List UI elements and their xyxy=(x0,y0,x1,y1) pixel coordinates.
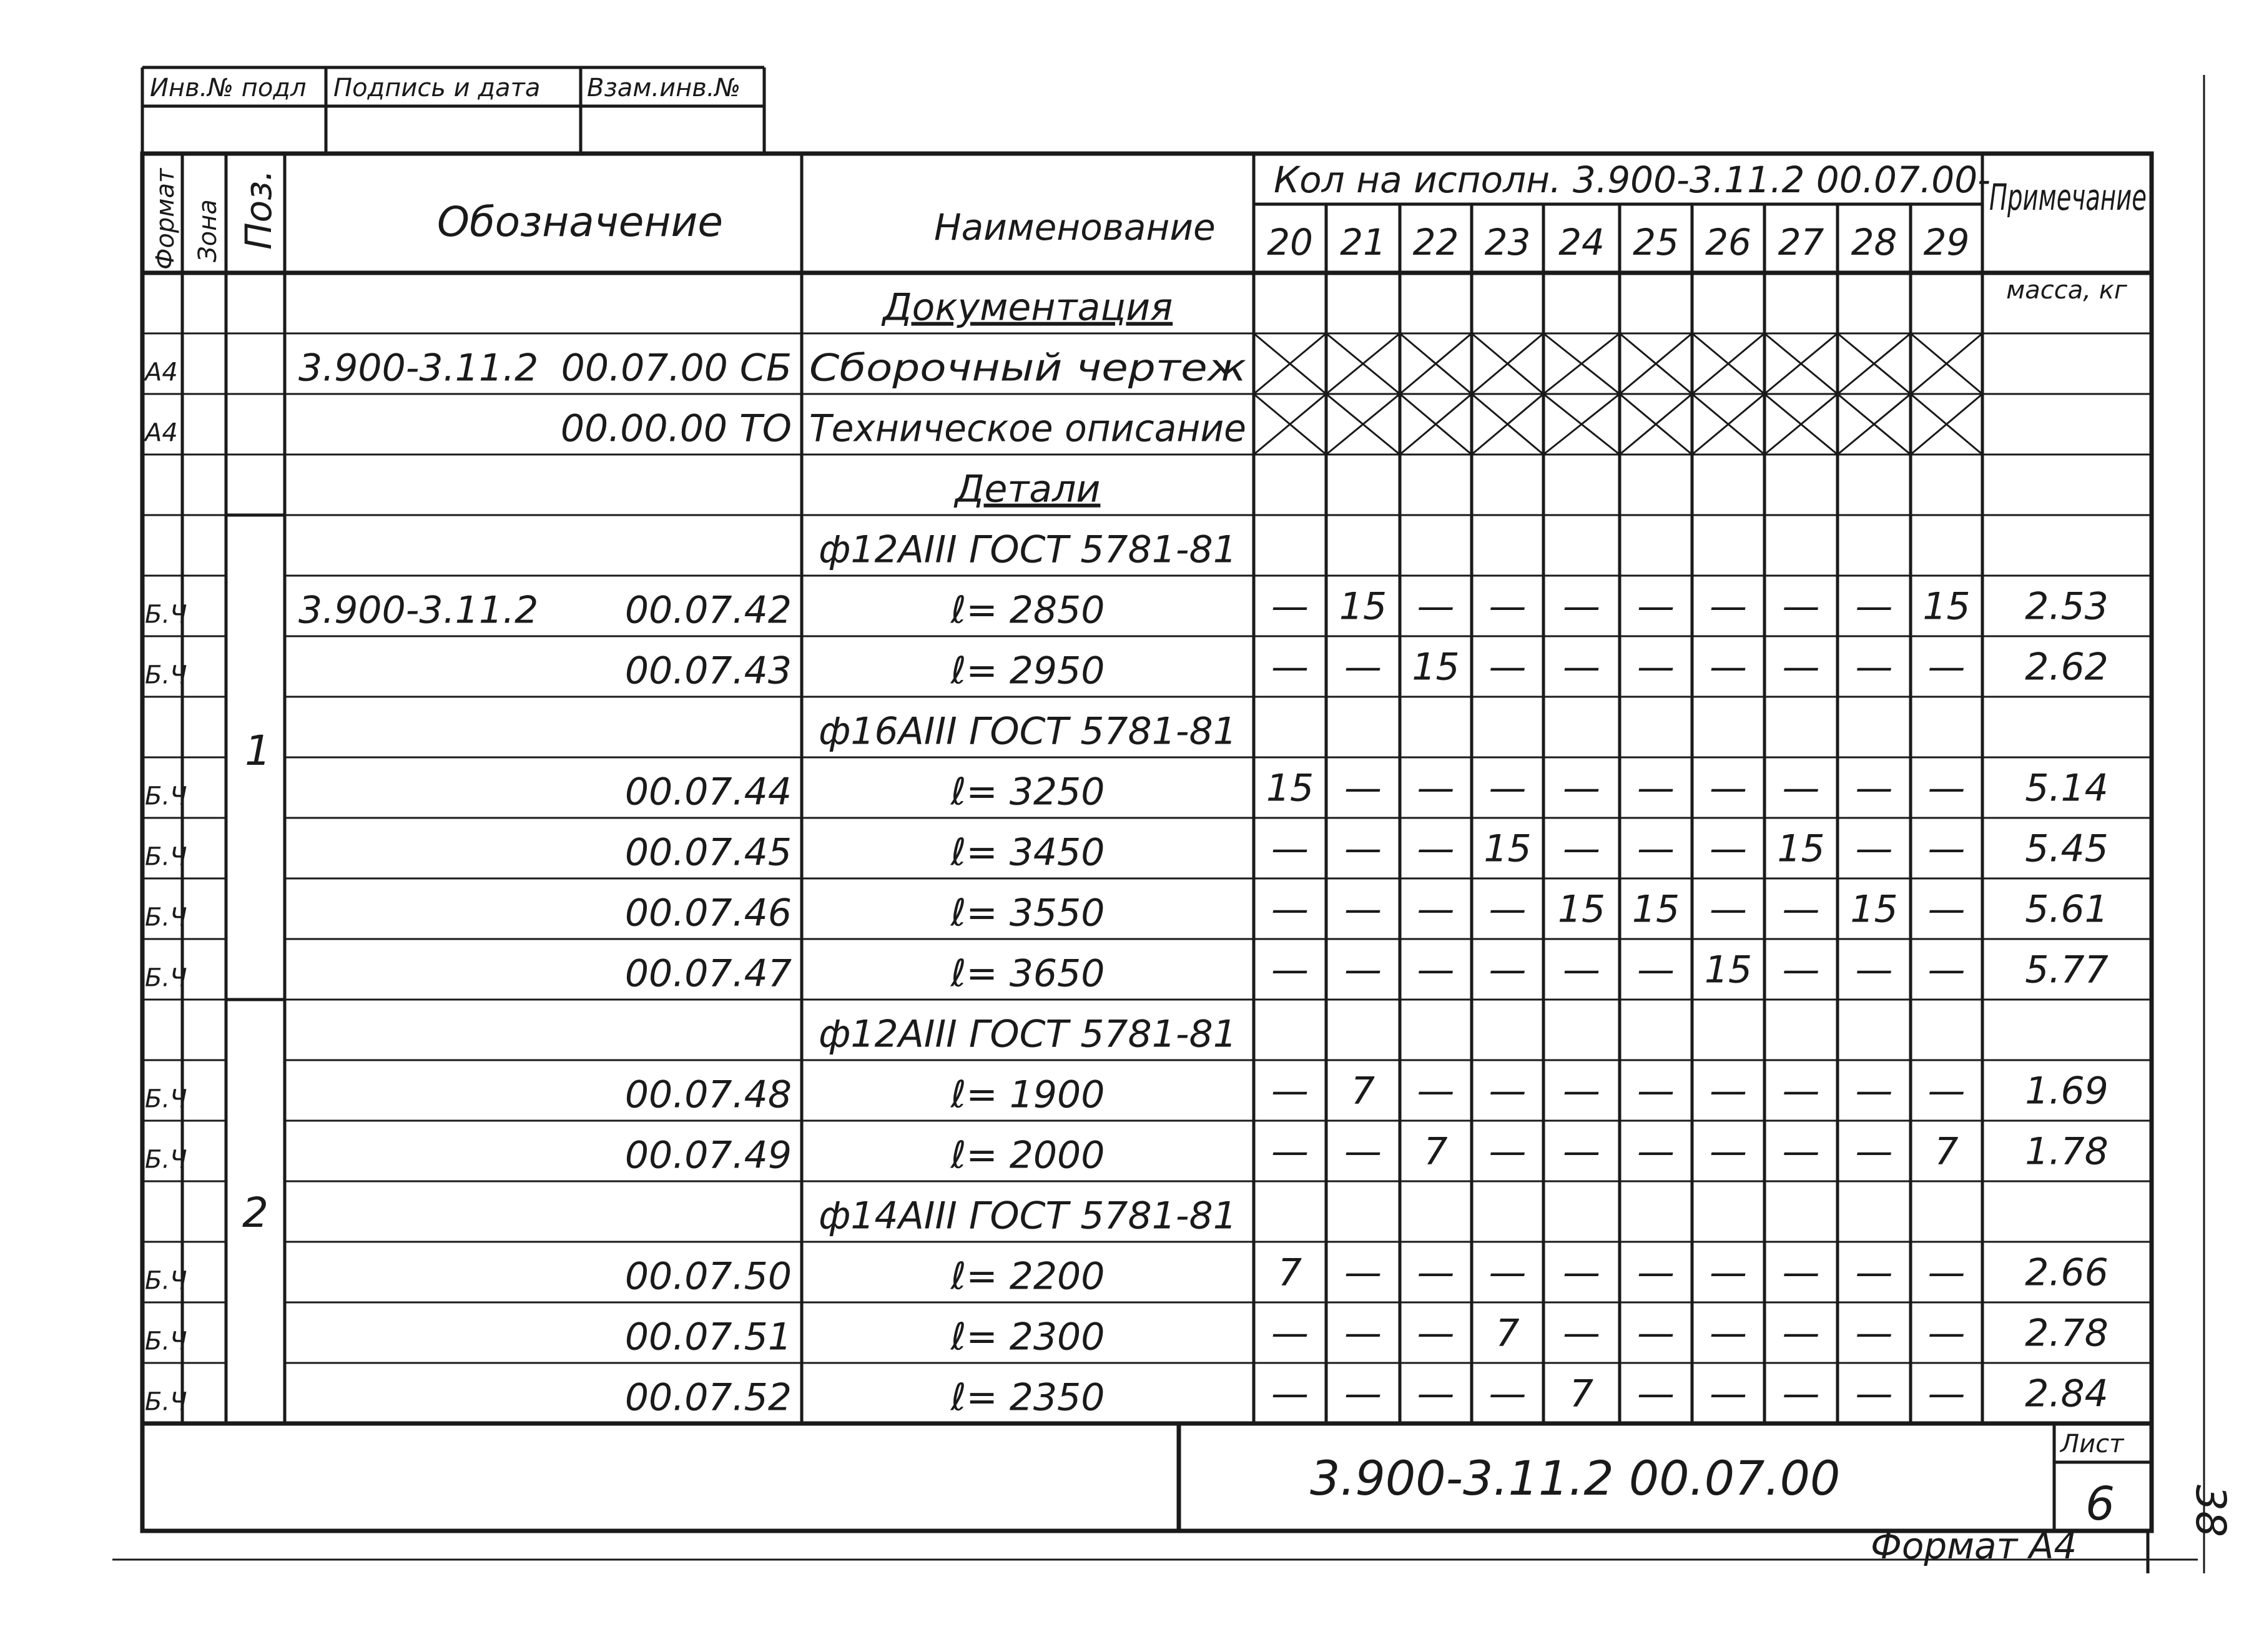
qty-cell: — xyxy=(1489,645,1527,689)
qty-cell: — xyxy=(1637,584,1675,629)
qty-cell: 7 xyxy=(1569,1372,1594,1416)
row-mass: 5.14 xyxy=(2025,766,2109,810)
qty-cell: — xyxy=(1271,887,1309,932)
table-row xyxy=(145,948,2109,996)
position-1: 1 xyxy=(245,727,271,775)
row-sub-code: 00.07.00 СБ xyxy=(561,346,792,390)
row-format: Б.Ч xyxy=(145,600,187,629)
row-name: Техническое описание xyxy=(809,406,1246,451)
qty-cell: — xyxy=(1782,887,1820,932)
row-sub-code: 00.07.52 xyxy=(624,1375,792,1420)
row-name: ℓ= 2350 xyxy=(950,1375,1105,1420)
row-mass: 1.78 xyxy=(2025,1129,2109,1174)
qty-cell: — xyxy=(1563,1251,1600,1295)
qty-cell: — xyxy=(1782,948,1820,992)
row-sub-code: 00.07.44 xyxy=(624,770,792,814)
stamp-podpis-data: Подпись и дата xyxy=(333,74,541,102)
row-name: ф12АIII ГОСТ 5781-81 xyxy=(819,528,1237,572)
qty-cell: — xyxy=(1637,948,1675,992)
qty-cell: — xyxy=(1710,827,1747,871)
variant-header: 26 xyxy=(1705,221,1751,263)
row-name: ℓ= 3250 xyxy=(950,770,1105,814)
qty-cell: — xyxy=(1271,645,1309,689)
row-name: ℓ= 3550 xyxy=(950,891,1105,935)
row-sub-code: 00.07.51 xyxy=(624,1315,792,1359)
table-row xyxy=(145,1312,2109,1359)
qty-cell: 15 xyxy=(1777,827,1825,871)
qty-cell: — xyxy=(1855,827,1893,871)
qty-cell: — xyxy=(1271,948,1309,992)
row-name: ℓ= 3650 xyxy=(950,951,1105,996)
row-name: ℓ= 2200 xyxy=(950,1254,1105,1299)
qty-cell: — xyxy=(1489,766,1527,810)
qty-cell: — xyxy=(1927,948,1966,992)
variant-header: 29 xyxy=(1923,221,1970,263)
qty-cell: — xyxy=(1927,887,1966,932)
qty-cell: 15 xyxy=(1484,827,1532,871)
stamp-inv-podl: Инв.№ подл xyxy=(150,74,307,102)
variant-headers xyxy=(1267,221,2128,305)
qty-cell: — xyxy=(1489,1069,1527,1113)
qty-cell: — xyxy=(1637,1311,1675,1355)
qty-cell: — xyxy=(1710,1129,1747,1174)
qty-cell: 15 xyxy=(1266,766,1314,810)
qty-cell: — xyxy=(1782,584,1820,629)
qty-cell: — xyxy=(1710,645,1747,689)
header-primechanie: Примечание xyxy=(1989,176,2147,219)
table-row xyxy=(145,1130,2109,1178)
row-sub-code: 00.07.47 xyxy=(624,951,792,996)
qty-cell: 7 xyxy=(1424,1129,1448,1174)
qty-cell: — xyxy=(1927,1251,1966,1295)
qty-cell: — xyxy=(1417,584,1455,629)
qty-cell: — xyxy=(1855,1372,1893,1416)
qty-cell: — xyxy=(1489,1129,1527,1174)
qty-cell: — xyxy=(1344,766,1382,810)
qty-cell: 15 xyxy=(1631,887,1680,932)
variant-header: 23 xyxy=(1484,221,1531,263)
variant-header: 24 xyxy=(1558,221,1605,263)
title-block xyxy=(142,1423,2152,1531)
table-row xyxy=(143,394,1982,455)
header-zona: Зона xyxy=(194,199,222,262)
row-name: ℓ= 2850 xyxy=(950,588,1105,632)
qty-cell: — xyxy=(1855,645,1893,689)
row-format: Б.Ч xyxy=(145,1084,187,1114)
qty-cell: — xyxy=(1710,1372,1747,1416)
row-format: Б.Ч xyxy=(145,782,187,811)
row-format: Б.Ч xyxy=(145,1387,187,1417)
row-name: ф16АIII ГОСТ 5781-81 xyxy=(819,709,1237,754)
qty-cell: — xyxy=(1563,1069,1600,1113)
row-mass: 1.69 xyxy=(2025,1069,2109,1113)
qty-cell: — xyxy=(1782,1129,1820,1174)
row-sub-code: 00.07.43 xyxy=(624,649,792,693)
qty-cell: 15 xyxy=(1339,584,1387,629)
qty-cell: 7 xyxy=(1934,1129,1959,1174)
stamp-vzam-inv: Взам.инв.№ xyxy=(587,74,741,102)
row-name: Детали xyxy=(955,467,1101,511)
header-massa: масса, кг xyxy=(2006,276,2127,305)
qty-cell: — xyxy=(1855,948,1893,992)
qty-cell: — xyxy=(1637,827,1675,871)
table-row xyxy=(819,1013,1237,1056)
row-sub-code: 00.07.48 xyxy=(624,1073,792,1117)
qty-cell: — xyxy=(1710,1069,1747,1113)
header-kol-title: Кол на исполн. 3.900-3.11.2 00.07.00- xyxy=(1274,159,1991,201)
row-format: Б.Ч xyxy=(145,1266,187,1296)
qty-cell: — xyxy=(1710,887,1747,932)
qty-cell: — xyxy=(1855,584,1893,629)
qty-cell: — xyxy=(1344,1372,1382,1416)
qty-cell: — xyxy=(1855,1069,1893,1113)
qty-cell: — xyxy=(1637,1251,1675,1295)
qty-cell: — xyxy=(1344,1251,1382,1295)
row-format: Б.Ч xyxy=(145,1327,187,1356)
qty-cell: — xyxy=(1710,1311,1747,1355)
qty-cell: — xyxy=(1271,1311,1309,1355)
row-mass: 5.77 xyxy=(2025,948,2109,992)
table-row xyxy=(953,468,1101,511)
qty-cell: — xyxy=(1344,1311,1382,1355)
row-mass: 2.62 xyxy=(2025,645,2109,689)
table-row xyxy=(819,1194,1237,1238)
table-row xyxy=(145,1251,2109,1299)
table-row xyxy=(143,333,1982,394)
row-format: Б.Ч xyxy=(145,903,187,932)
qty-cell: — xyxy=(1271,1372,1309,1416)
qty-cell: — xyxy=(1855,1251,1893,1295)
revision-stamp xyxy=(142,67,764,154)
variant-header: 25 xyxy=(1633,221,1679,263)
row-sub-code: 00.07.42 xyxy=(624,588,792,632)
qty-cell: — xyxy=(1637,1069,1675,1113)
row-format: Б.Ч xyxy=(145,1145,187,1174)
qty-cell: — xyxy=(1927,766,1966,810)
table-header xyxy=(151,159,2147,270)
qty-cell: — xyxy=(1637,645,1675,689)
qty-cell: — xyxy=(1563,1129,1600,1174)
qty-cell: 15 xyxy=(1850,887,1898,932)
row-name: Сборочный чертеж xyxy=(809,346,1246,390)
header-naimenovanie: Наименование xyxy=(934,206,1216,248)
table-row xyxy=(145,1069,2109,1117)
row-code: 3.900-3.11.2 xyxy=(298,346,539,390)
row-name: ℓ= 2000 xyxy=(950,1133,1105,1178)
table-row xyxy=(881,286,1173,330)
table-row xyxy=(819,528,1237,572)
qty-cell: — xyxy=(1344,1129,1382,1174)
format-note: Формат А4 xyxy=(1871,1525,2077,1567)
header-poz: Поз. xyxy=(237,169,280,250)
row-mass: 5.45 xyxy=(2025,827,2109,871)
qty-cell: — xyxy=(1637,1129,1675,1174)
row-name: ℓ= 3450 xyxy=(950,830,1105,875)
table-body xyxy=(143,286,2109,1420)
title-designation: 3.900-3.11.2 00.07.00 xyxy=(1310,1450,1841,1506)
qty-cell: — xyxy=(1489,584,1527,629)
variant-header: 28 xyxy=(1851,221,1897,263)
variant-header: 27 xyxy=(1778,221,1824,263)
qty-cell: — xyxy=(1855,766,1893,810)
table-row xyxy=(145,827,2109,875)
qty-cell: — xyxy=(1417,1251,1455,1295)
qty-cell: — xyxy=(1417,1069,1455,1113)
header-format: Формат xyxy=(151,168,180,270)
qty-cell: — xyxy=(1417,948,1455,992)
qty-cell: — xyxy=(1927,645,1966,689)
row-format: Б.Ч xyxy=(145,842,187,872)
qty-cell: — xyxy=(1782,1069,1820,1113)
row-format: А4 xyxy=(145,358,178,387)
qty-cell: — xyxy=(1417,1311,1455,1355)
qty-cell: 15 xyxy=(1704,948,1753,992)
qty-cell: — xyxy=(1344,827,1382,871)
position-2: 2 xyxy=(242,1189,268,1237)
row-format: Б.Ч xyxy=(145,661,187,690)
qty-cell: — xyxy=(1927,1069,1966,1113)
qty-cell: — xyxy=(1710,1251,1747,1295)
qty-cell: — xyxy=(1417,827,1455,871)
qty-cell: — xyxy=(1563,827,1600,871)
row-name: ф14АIII ГОСТ 5781-81 xyxy=(819,1194,1237,1238)
table-row xyxy=(145,767,2109,814)
variant-header: 22 xyxy=(1412,221,1459,263)
qty-cell: — xyxy=(1489,948,1527,992)
qty-cell: — xyxy=(1271,827,1309,871)
qty-cell: — xyxy=(1637,1372,1675,1416)
variant-header: 21 xyxy=(1340,221,1386,263)
qty-cell: — xyxy=(1563,948,1600,992)
qty-cell: — xyxy=(1563,584,1600,629)
row-sub-code: 00.07.45 xyxy=(624,830,792,875)
qty-cell: — xyxy=(1927,1372,1966,1416)
qty-cell: — xyxy=(1344,948,1382,992)
qty-cell: — xyxy=(1855,1311,1893,1355)
table-row xyxy=(145,1372,2109,1420)
qty-cell: — xyxy=(1271,1069,1309,1113)
qty-cell: — xyxy=(1417,887,1455,932)
qty-cell: — xyxy=(1271,584,1309,629)
variant-header: 20 xyxy=(1267,221,1313,263)
qty-cell: — xyxy=(1489,887,1527,932)
qty-cell: — xyxy=(1927,1311,1966,1355)
qty-cell: — xyxy=(1271,1129,1309,1174)
qty-cell: — xyxy=(1344,645,1382,689)
qty-cell: 15 xyxy=(1412,645,1460,689)
qty-cell: — xyxy=(1782,1251,1820,1295)
qty-cell: 7 xyxy=(1351,1069,1375,1113)
table-row xyxy=(145,646,2109,693)
row-format: Б.Ч xyxy=(145,963,187,993)
row-name: ℓ= 2950 xyxy=(950,649,1105,693)
qty-cell: — xyxy=(1927,827,1966,871)
qty-cell: — xyxy=(1563,645,1600,689)
row-sub-code: 00.00.00 ТО xyxy=(560,406,792,451)
position-labels xyxy=(242,727,271,1237)
row-mass: 2.78 xyxy=(2025,1311,2109,1355)
row-mass: 5.61 xyxy=(2025,887,2109,932)
row-sub-code: 00.07.50 xyxy=(624,1254,792,1299)
qty-cell: — xyxy=(1782,1311,1820,1355)
row-format: А4 xyxy=(145,418,178,448)
qty-cell: — xyxy=(1710,584,1747,629)
row-name: Документация xyxy=(882,285,1173,330)
qty-cell: — xyxy=(1782,766,1820,810)
row-mass: 2.84 xyxy=(2025,1372,2109,1416)
qty-cell: 7 xyxy=(1277,1251,1302,1295)
qty-cell: — xyxy=(1782,645,1820,689)
row-mass: 2.53 xyxy=(2025,584,2109,629)
row-name: ℓ= 2300 xyxy=(950,1315,1105,1359)
qty-cell: — xyxy=(1344,887,1382,932)
qty-cell: — xyxy=(1637,766,1675,810)
table-row xyxy=(145,888,2109,935)
row-name: ℓ= 1900 xyxy=(950,1073,1105,1117)
header-oboznachenie: Обозначение xyxy=(437,198,723,246)
qty-cell: — xyxy=(1563,766,1600,810)
row-sub-code: 00.07.46 xyxy=(624,891,792,935)
sheet-number: 6 xyxy=(2085,1477,2115,1531)
qty-cell: 15 xyxy=(1557,887,1606,932)
qty-cell: — xyxy=(1855,1129,1893,1174)
qty-cell: — xyxy=(1489,1372,1527,1416)
qty-cell: — xyxy=(1417,1372,1455,1416)
qty-cell: — xyxy=(1710,766,1747,810)
row-sub-code: 00.07.49 xyxy=(624,1133,792,1178)
qty-cell: — xyxy=(1782,1372,1820,1416)
row-name: ф12АIII ГОСТ 5781-81 xyxy=(819,1012,1237,1056)
qty-cell: — xyxy=(1489,1251,1527,1295)
qty-cell: — xyxy=(1563,1311,1600,1355)
qty-cell: — xyxy=(1417,766,1455,810)
table-row xyxy=(819,710,1237,754)
sheet-label: Лист xyxy=(2060,1430,2124,1458)
table-row xyxy=(145,585,2109,632)
row-code: 3.900-3.11.2 xyxy=(298,588,539,632)
row-mass: 2.66 xyxy=(2025,1251,2109,1295)
qty-cell: 15 xyxy=(1922,584,1971,629)
qty-cell: 7 xyxy=(1495,1311,1520,1355)
side-page-number: 38 xyxy=(2187,1485,2235,1537)
